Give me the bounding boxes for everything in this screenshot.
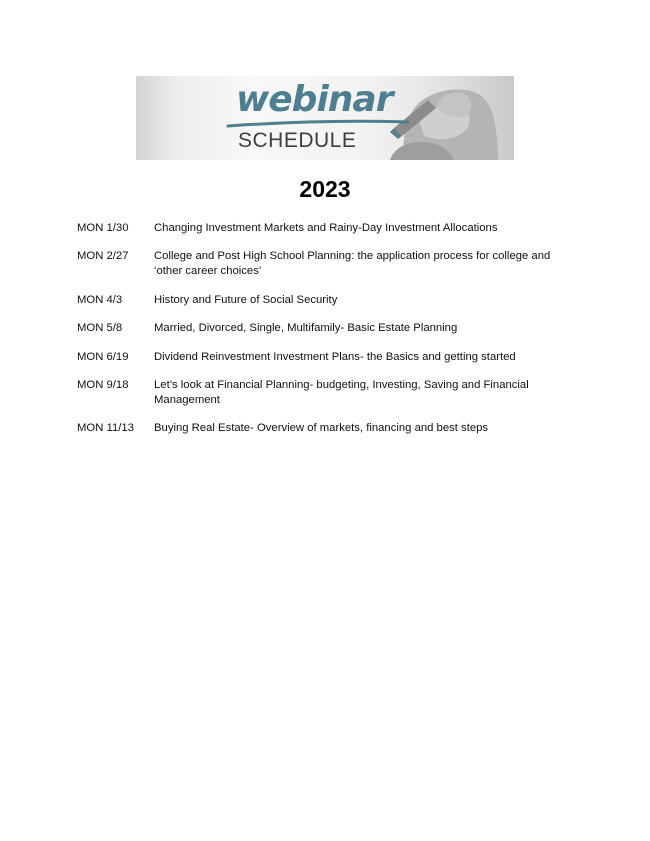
schedule-topic: Dividend Reinvestment Investment Plans- the Basics and getting started xyxy=(154,350,516,363)
schedule-date: MON 2/27 xyxy=(77,250,129,263)
schedule-topic: College and Post High School Planning: the application process for college and ‘other career choices’ xyxy=(154,250,551,278)
schedule-row xyxy=(77,221,577,236)
schedule-date: MON 9/18 xyxy=(77,378,129,391)
schedule-date: MON 11/13 xyxy=(77,422,134,435)
schedule-date: MON 5/8 xyxy=(77,322,123,335)
schedule-date: MON 4/3 xyxy=(77,293,123,306)
schedule-row xyxy=(77,378,577,408)
webinar-schedule-list xyxy=(77,221,577,450)
schedule-year-heading: 2023 xyxy=(299,176,351,202)
schedule-row xyxy=(77,321,577,336)
schedule-row xyxy=(77,293,577,308)
schedule-row xyxy=(77,350,577,365)
schedule-topic: Buying Real Estate- Overview of markets, financing and best steps xyxy=(154,422,489,435)
schedule-date: MON 1/30 xyxy=(77,222,129,234)
webinar-schedule-banner xyxy=(136,76,514,160)
schedule-topic: Married, Divorced, Single, Multifamily- Basic Estate Planning xyxy=(154,322,458,335)
schedule-topic: History and Future of Social Security xyxy=(154,293,338,306)
schedule-row xyxy=(77,421,577,436)
banner-webinar-word: webinar xyxy=(236,79,393,120)
schedule-topic: Let’s look at Financial Planning- budgeting, Investing, Saving and Financial Management xyxy=(154,378,529,406)
schedule-topic: Changing Investment Markets and Rainy-Day Investment Allocations xyxy=(154,222,498,234)
schedule-row xyxy=(77,249,577,279)
schedule-date: MON 6/19 xyxy=(77,350,129,363)
banner-schedule-subtitle: SCHEDULE xyxy=(238,129,357,152)
